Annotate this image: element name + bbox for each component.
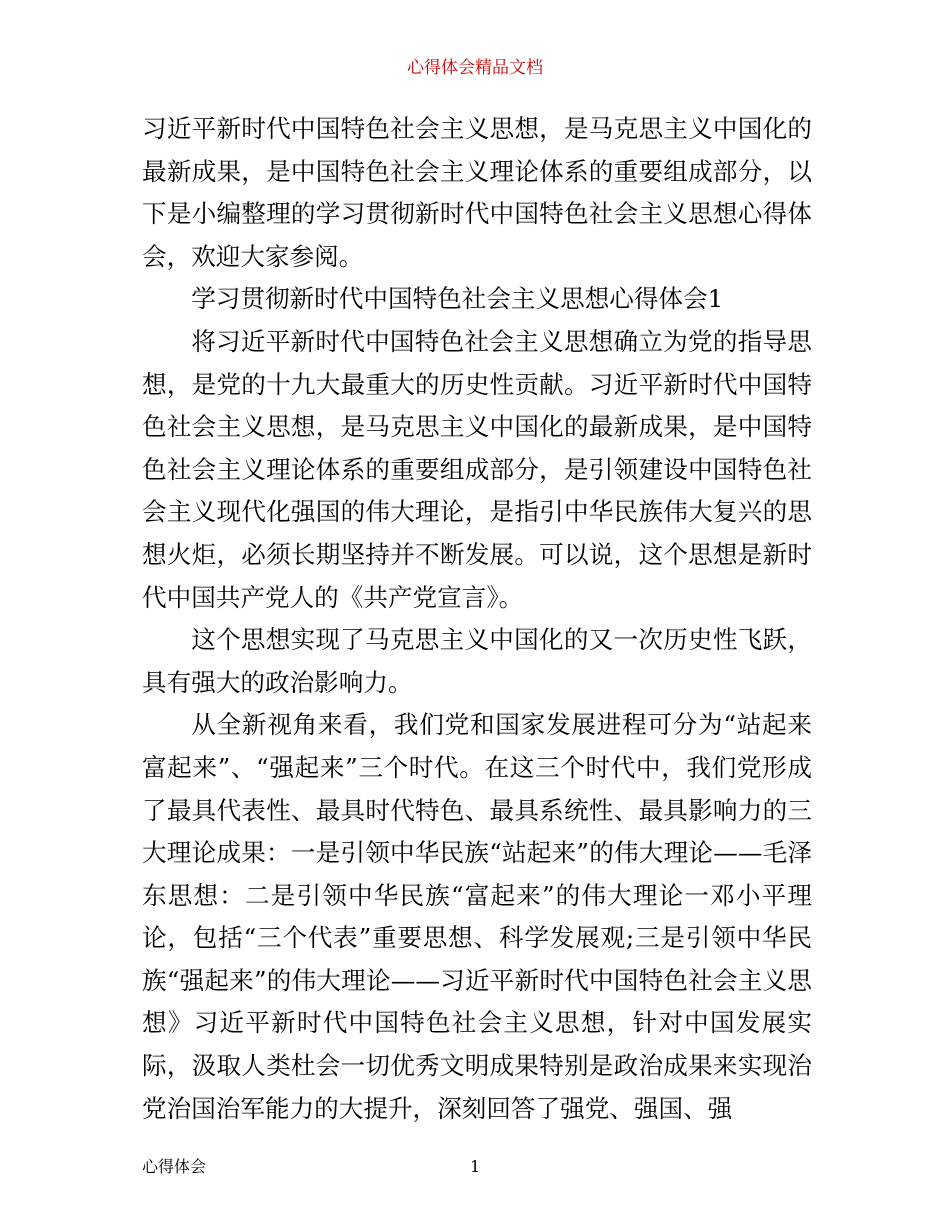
body-paragraph: 这个思想实现了马克思主义中国化的又一次历史性飞跃，具有强大的政治影响力。 [142, 625, 812, 697]
intro-paragraph: 习近平新时代中国特色社会主义思想，是马克思主义中国化的最新成果，是中国特色社会主义理论体系的重要组成部分，以下是小编整理的学习贯彻新时代中国特色社会主义思想心得体会，欢迎大家参阅。 [142, 114, 812, 271]
page-footer [142, 1156, 812, 1178]
body-paragraph: 从全新视角来看，我们党和国家发展进程可分为“站起来富起来”、“强起来”三个时代。在这三个时代中，我们党形成了最具代表性、最具时代特色、最具系统性、最具影响力的三大理论成果：一是引领中华民族“站起来”的伟大理论——毛泽东思想：二是引领中华民族“富起来”的伟大理论一邓小平理论，包括“三个代表”重要思想、科学发展观;三是引领中华民族“强起来”的伟大理论——习近平新时代中国特色社会主义思想》习近平新时代中国特色社会主义思想，针对中国发展实际，汲取人类杜会一切优秀文明成果特别是政治成果来实现治党治国治军能力的大提升，深刻回答了强党、强国、强 [142, 710, 812, 1123]
document-body [142, 108, 812, 1130]
body-paragraph: 将习近平新时代中国特色社会主义思想确立为党的指导思想，是党的十九大最重大的历史性贡献。习近平新时代中国特色社会主义思想，是马克思主义中国化的最新成果，是中国特色社会主义理论体系的重要组成部分，是引领建设中国特色社会主义现代化强国的伟大理论，是指引中华民族伟大复兴的思想火炬，必须长期坚持并不断发展。可以说，这个思想是新时代中国共产党人的《共产党宣言》。 [142, 326, 812, 612]
footer-label: 心得体会 [142, 1157, 207, 1176]
page-number: 1 [470, 1157, 481, 1176]
section-heading: 学习贯彻新时代中国特色社会主义思想心得体会1 [191, 284, 724, 314]
page-header-title: 心得体会精品文档 [407, 58, 543, 78]
